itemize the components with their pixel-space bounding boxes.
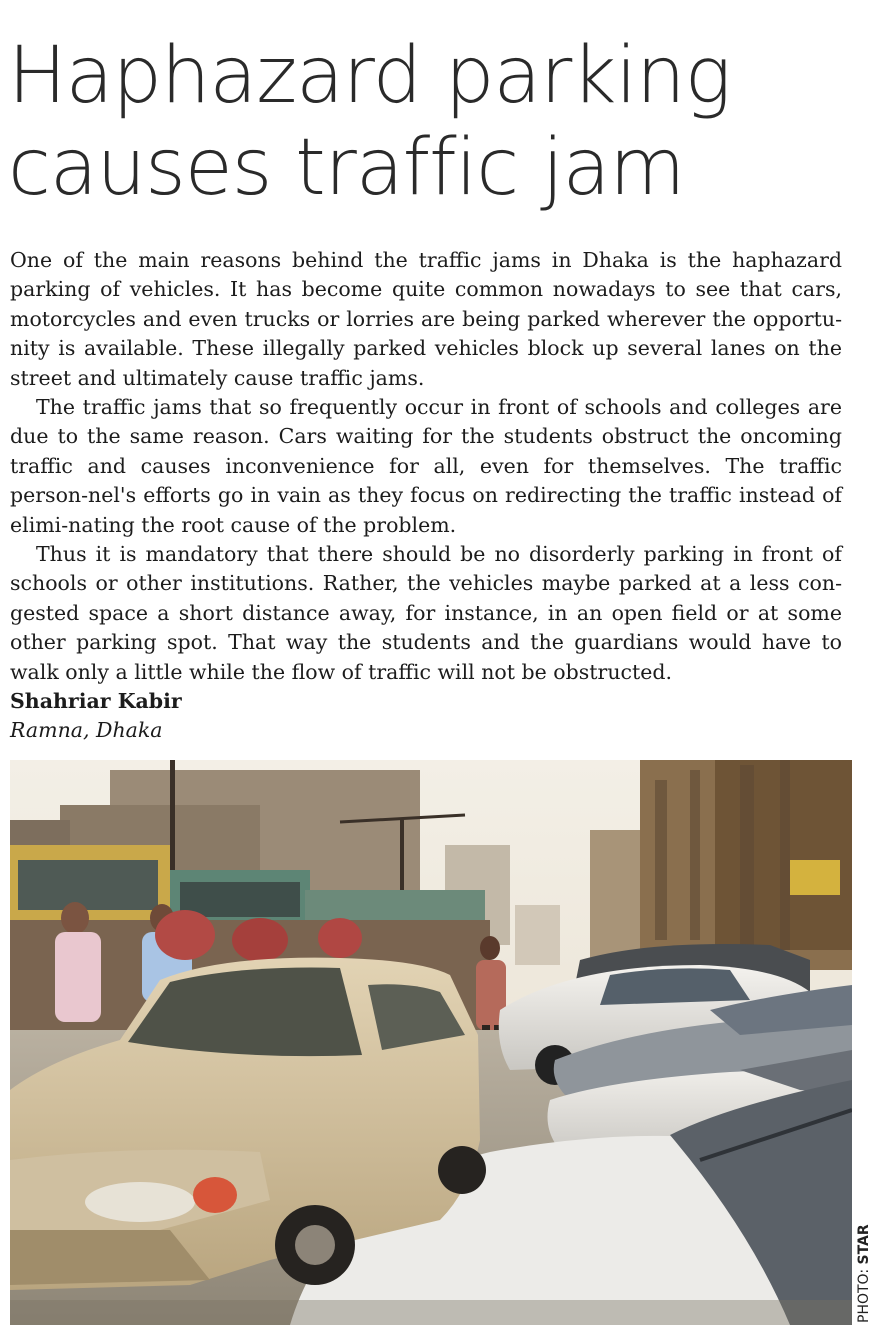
paragraph-2: The traffic jams that so frequently occur in front of schools and colleges are due to the same reason. Cars waiting for the students obstruct the oncoming traffic and causes inconvenience for all, even for themselves. The traffic person-nel's efforts go in vain as they focus on redirecting the traffic instead of elimi-nating the root cause of the problem. [10,395,842,537]
news-photo [10,760,852,1325]
author-location: Ramna, Dhaka [10,718,163,743]
headline [8,30,868,214]
headline-line-1: Haphazard parking [8,31,731,121]
photo-credit-prefix: PHOTO: [856,1264,872,1323]
article-body [10,246,842,745]
author-name: Shahriar Kabir [10,689,182,714]
parked-cars-street-photo [10,760,852,1325]
paragraph-3: Thus it is mandatory that there should be no disorderly parking in front of schools or other institutions. Rather, the vehicles maybe parked at a less con-gested space a short distance away, for instance, in an open field or at some other parking spot. That way the students and the guardians would have to walk only a little while the flow of traffic will not be obstructed. [10,542,842,684]
photo-credit [851,1193,877,1325]
headline-line-2: causes traffic jam [8,123,685,213]
photo-credit-source: STAR [856,1224,872,1265]
paragraph-1: One of the main reasons behind the traffic jams in Dhaka is the haphazard parking of vehicles. It has become quite common nowadays to see that cars, motorcycles and even trucks or lorries are being parked wherever the opportu-nity is available. These illegally parked vehicles block up several lanes on the street and ultimately cause traffic jams. [10,248,842,390]
